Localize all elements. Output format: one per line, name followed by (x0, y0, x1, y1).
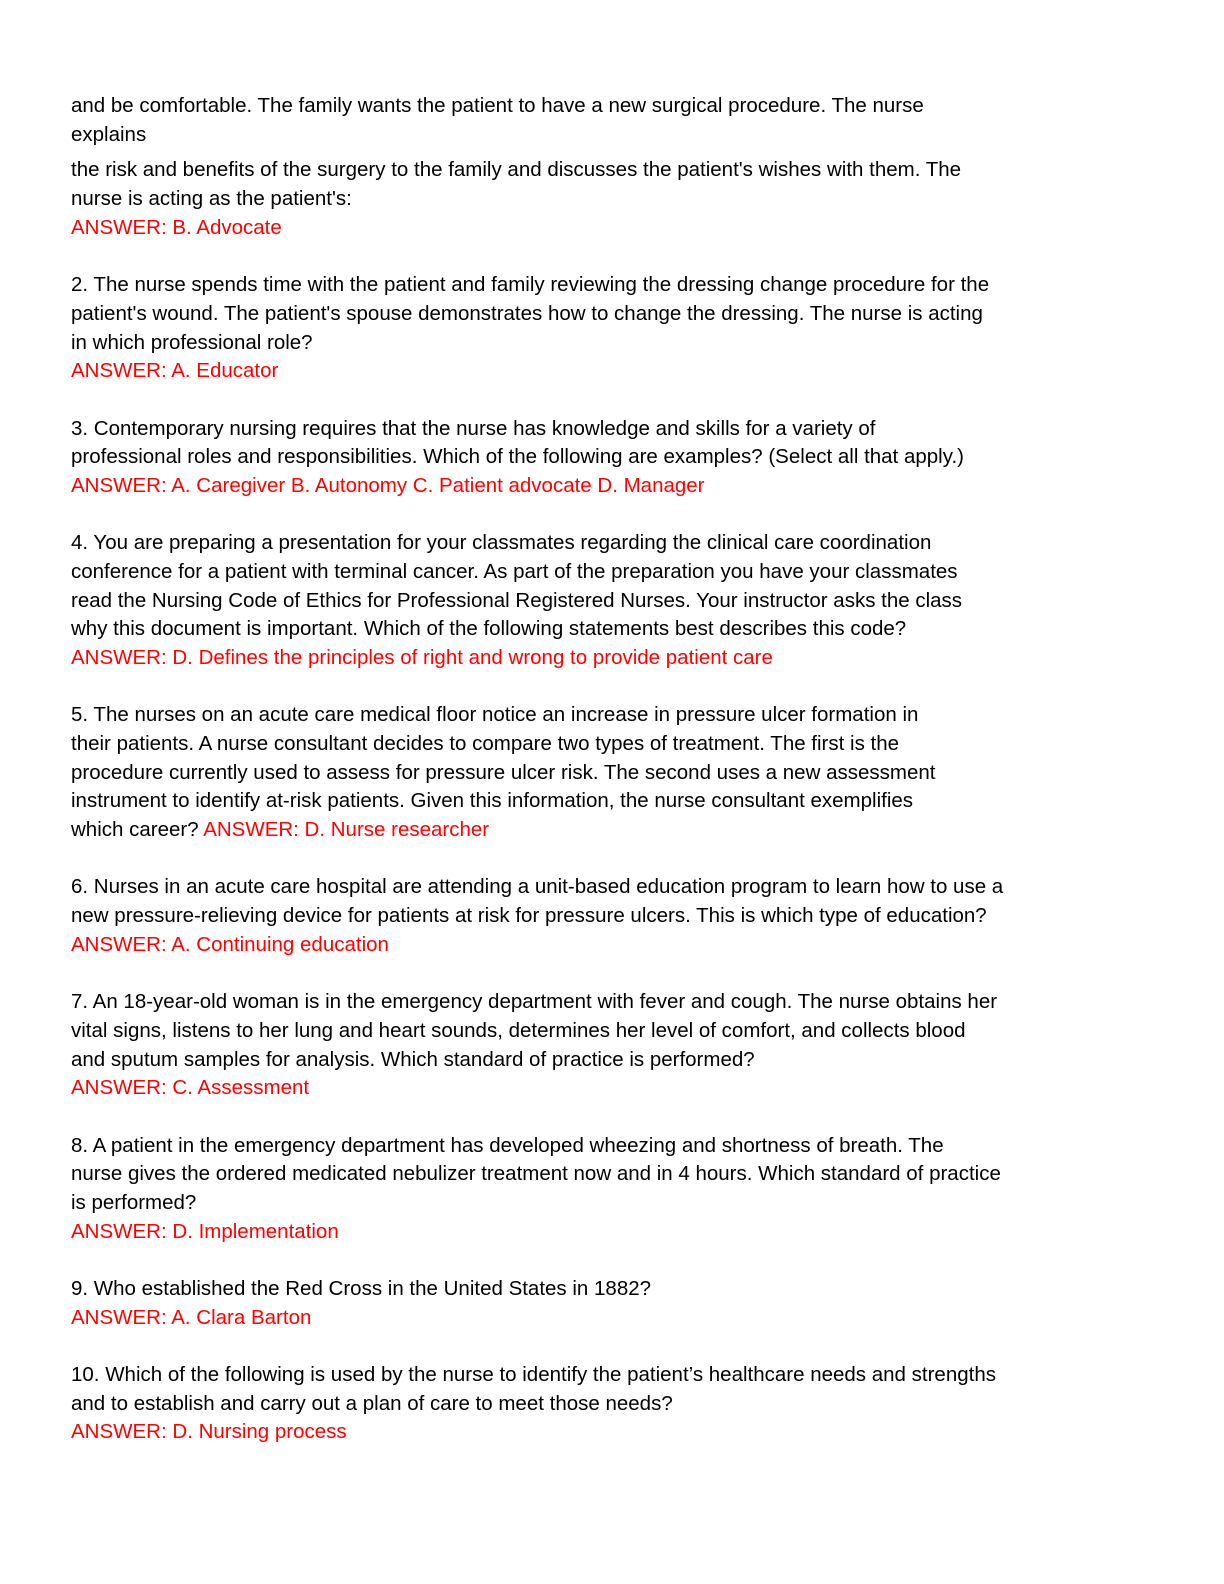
question-line: 8. A patient in the emergency department has developed wheezing and shortness of breath. The (71, 1133, 944, 1157)
question-line: vital signs, listens to her lung and heart sounds, determines her level of comfort, and collects blood (71, 1018, 966, 1042)
answer-text: ANSWER: A. Clara Barton (71, 1305, 312, 1329)
question-line: conference for a patient with terminal cancer. As part of the preparation you have your classmates (71, 559, 958, 583)
document-page (71, 92, 1071, 1447)
question-line: 10. Which of the following is used by the nurse to identify the patient’s healthcare needs and strengths (71, 1362, 996, 1386)
answer-text: ANSWER: D. Nursing process (71, 1420, 347, 1444)
question-line: 9. Who established the Red Cross in the United States in 1882? (71, 1276, 652, 1300)
question-10 (71, 1361, 1071, 1447)
question-line: professional roles and responsibilities. Which of the following are examples? (Select all that apply.) (71, 445, 964, 469)
question-line: the risk and benefits of the surgery to the family and discusses the patient's wishes with them. The (71, 158, 962, 182)
question-9 (71, 1275, 1071, 1332)
answer-text: ANSWER: D. Nurse researcher (203, 818, 490, 842)
question-line: explains (71, 122, 147, 146)
question-3 (71, 415, 1071, 501)
question-7 (71, 988, 1071, 1103)
question-line: nurse gives the ordered medicated nebulizer treatment now and in 4 hours. Which standard of practice (71, 1162, 1001, 1186)
intro-question (71, 92, 1071, 243)
question-line: 7. An 18-year-old woman is in the emergency department with fever and cough. The nurse obtains her (71, 990, 998, 1014)
answer-text: ANSWER: A. Caregiver B. Autonomy C. Patient advocate D. Manager (71, 473, 705, 497)
question-line: is performed? (71, 1190, 197, 1214)
answer-text: ANSWER: D. Implementation (71, 1219, 339, 1243)
question-line: 3. Contemporary nursing requires that the nurse has knowledge and skills for a variety of (71, 416, 876, 440)
question-line: their patients. A nurse consultant decides to compare two types of treatment. The first is the (71, 732, 900, 756)
question-line: nurse is acting as the patient's: (71, 187, 352, 211)
question-line: 6. Nurses in an acute care hospital are attending a unit-based education program to learn how to use a (71, 875, 1004, 899)
question-line: 4. You are preparing a presentation for your classmates regarding the clinical care coordination (71, 531, 932, 555)
answer-text: ANSWER: B. Advocate (71, 215, 282, 239)
question-5 (71, 701, 1071, 845)
question-8 (71, 1132, 1071, 1247)
question-line: 5. The nurses on an acute care medical floor notice an increase in pressure ulcer formation in (71, 703, 919, 727)
question-line: and sputum samples for analysis. Which standard of practice is performed? (71, 1047, 755, 1071)
question-line: patient's wound. The patient's spouse demonstrates how to change the dressing. The nurse is acting (71, 301, 983, 325)
question-2 (71, 271, 1071, 386)
question-line: 2. The nurse spends time with the patient and family reviewing the dressing change procedure for the (71, 273, 990, 297)
question-line: procedure currently used to assess for pressure ulcer risk. The second uses a new assessment (71, 760, 936, 784)
question-line (71, 816, 1071, 845)
answer-text: ANSWER: A. Continuing education (71, 932, 389, 956)
question-line-prefix: which career? (71, 818, 204, 842)
question-6 (71, 873, 1071, 959)
question-line: why this document is important. Which of the following statements best describes this code? (71, 617, 907, 641)
question-line: and be comfortable. The family wants the patient to have a new surgical procedure. The nurse (71, 94, 924, 117)
answer-text: ANSWER: D. Defines the principles of right and wrong to provide patient care (71, 646, 773, 670)
answer-text: ANSWER: A. Educator (71, 359, 279, 383)
question-4 (71, 529, 1071, 673)
question-line: and to establish and carry out a plan of care to meet those needs? (71, 1391, 673, 1415)
question-line: instrument to identify at-risk patients. Given this information, the nurse consultant exemplifies (71, 789, 914, 813)
question-line: read the Nursing Code of Ethics for Professional Registered Nurses. Your instructor asks the class (71, 588, 963, 612)
question-line: new pressure-relieving device for patients at risk for pressure ulcers. This is which type of education? (71, 904, 987, 928)
answer-text: ANSWER: C. Assessment (71, 1076, 310, 1100)
question-line: in which professional role? (71, 330, 313, 354)
